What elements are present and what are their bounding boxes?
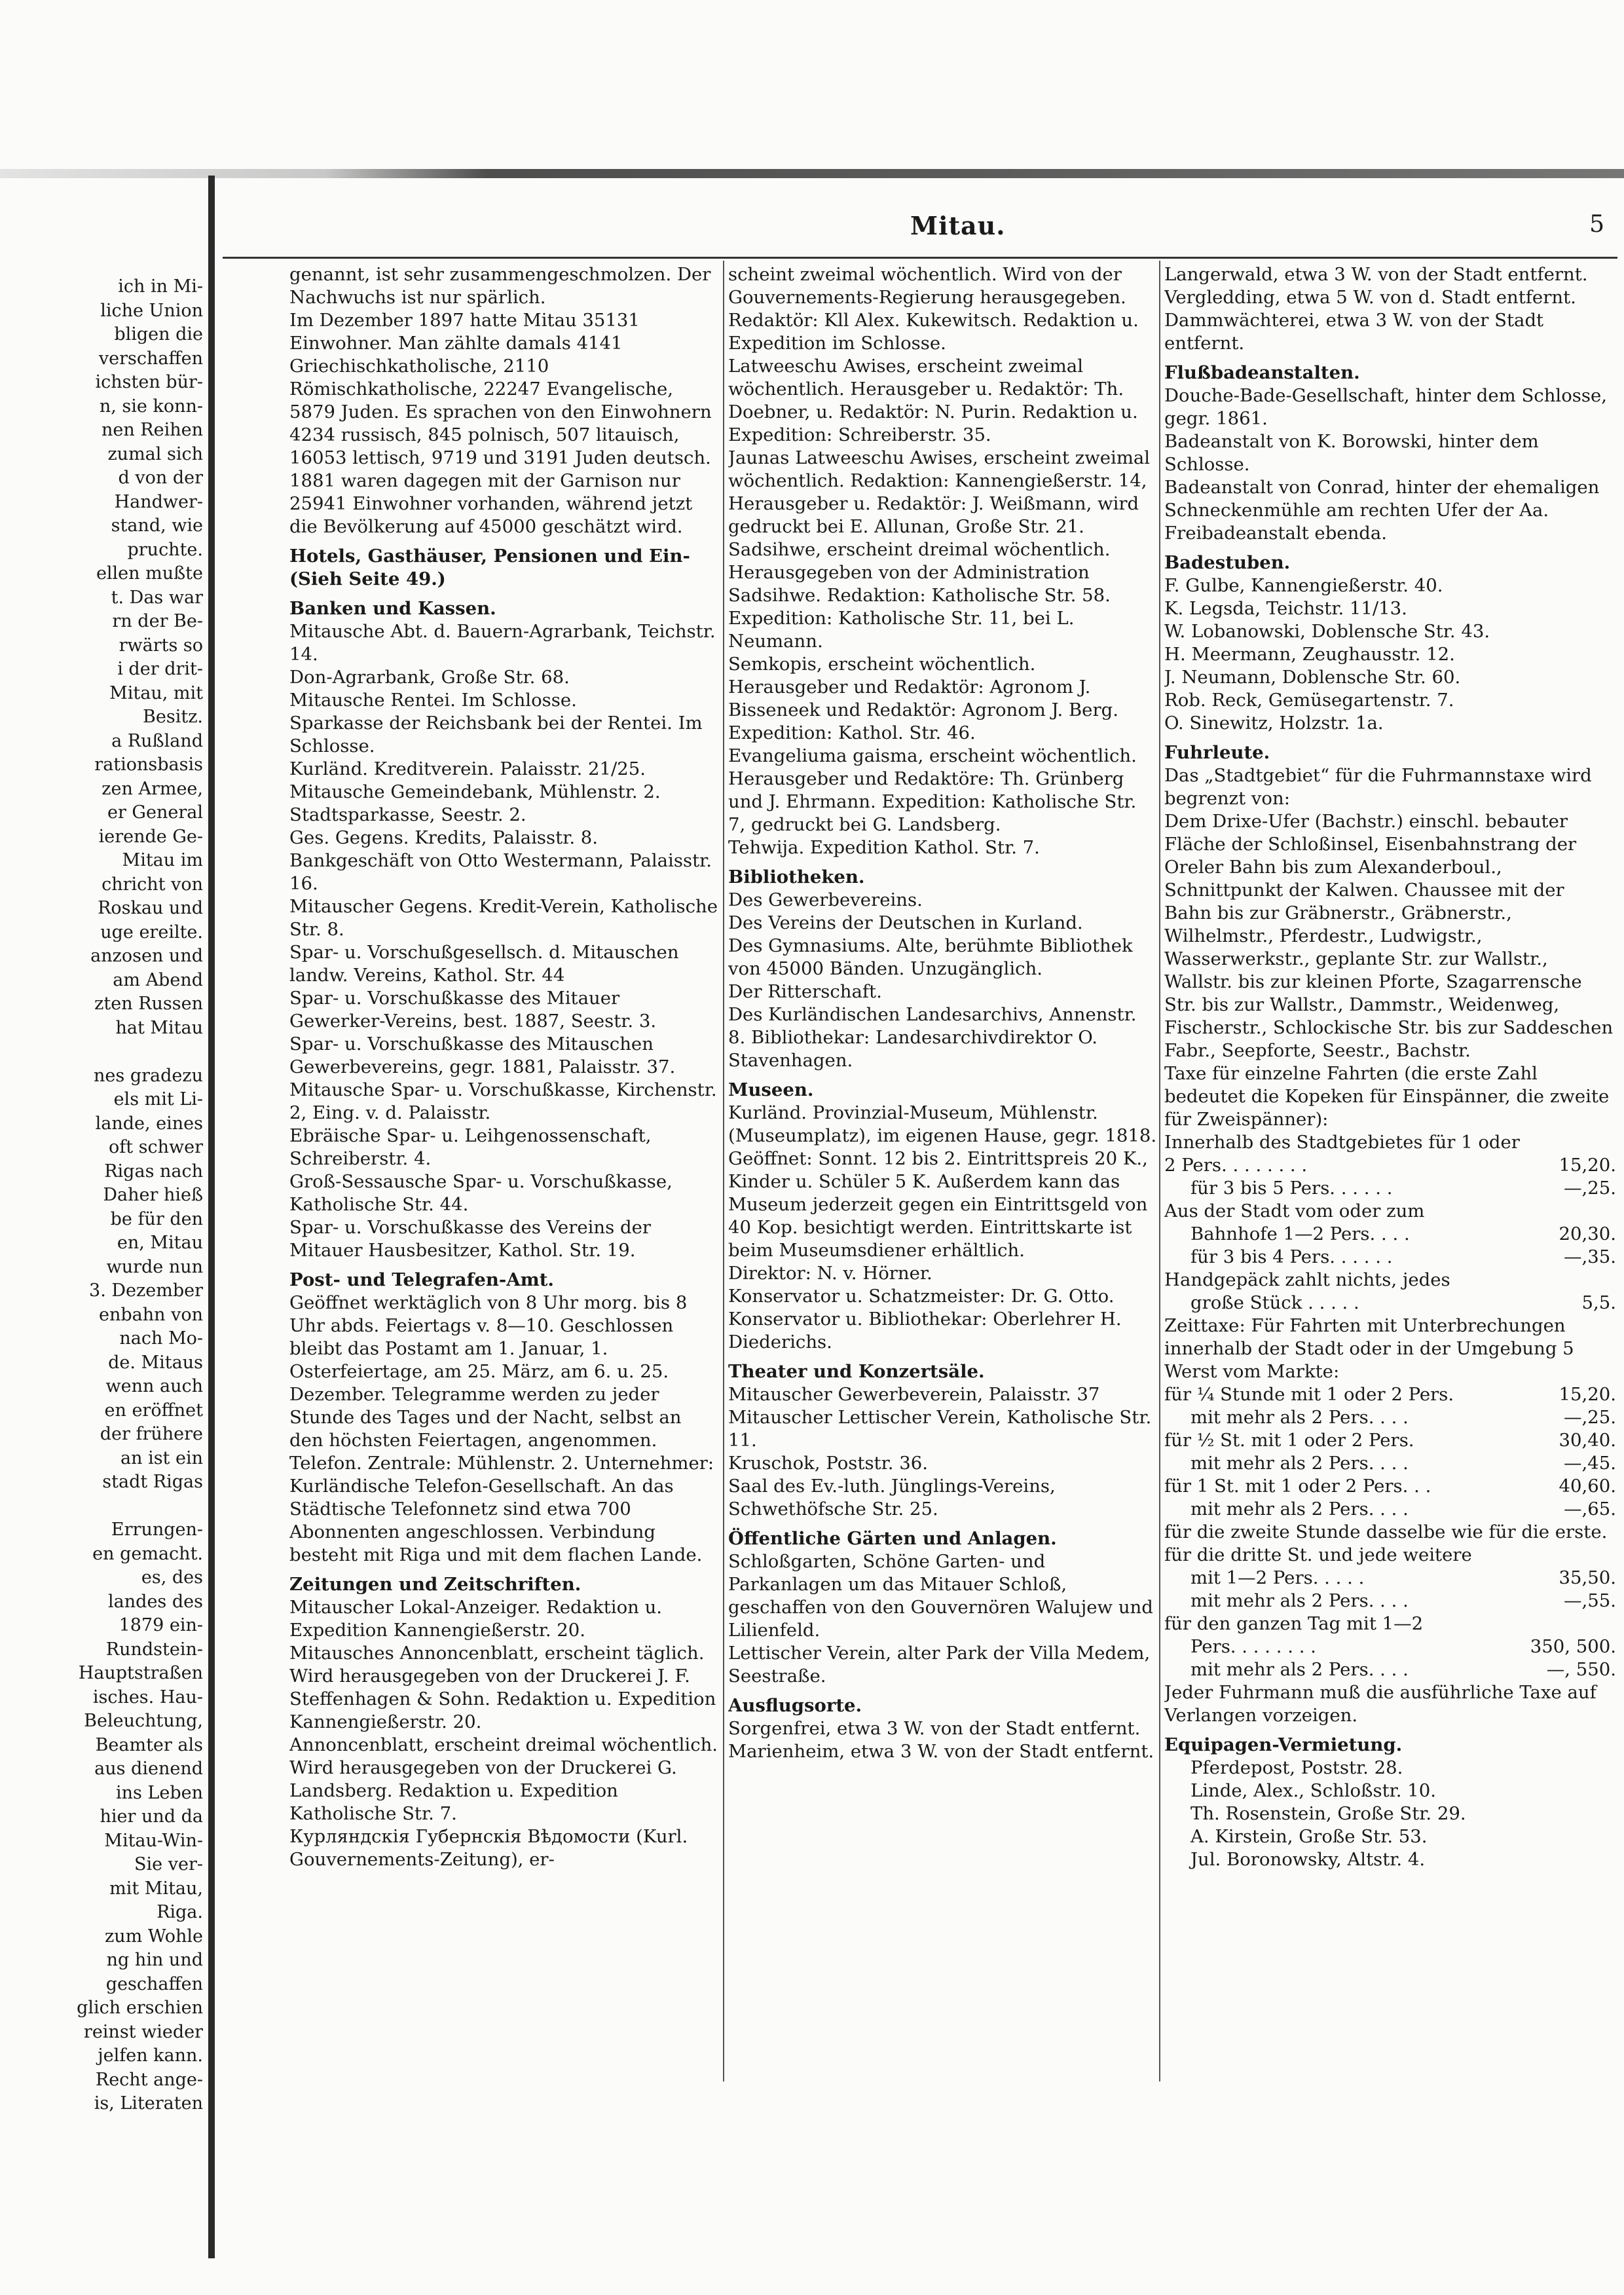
entry: Mitausche Abt. d. Bauern-Agrarbank, Teichstr. 14.: [289, 621, 716, 665]
margin-fragment: an ist ein: [120, 1447, 203, 1468]
section-heading: Theater und Konzertsäle.: [728, 1361, 985, 1382]
margin-fragment: be für den: [110, 1208, 203, 1229]
section-heading: Öffentliche Gärten und Anlagen.: [728, 1528, 1057, 1549]
margin-fragment: Hauptstraßen: [78, 1663, 203, 1683]
entry: Spar- u. Vorschußkasse des Mitauer Gewerker-Vereins, best. 1887, Seestr. 3.: [289, 988, 657, 1032]
margin-fragment: zum Wohle: [105, 1926, 203, 1947]
margin-fragment: nach Mo-: [119, 1328, 203, 1349]
margin-fragment: ng hin und: [106, 1950, 203, 1970]
entry: Jeder Fuhrmann muß die ausführliche Taxe auf Verlangen vorzeigen.: [1164, 1682, 1596, 1726]
fare-label: 2 Pers. . . . . . . .: [1164, 1155, 1308, 1176]
margin-fragment: stadt Rigas: [102, 1472, 203, 1492]
fare-label: für ¼ Stunde mit 1 oder 2 Pers.: [1164, 1384, 1454, 1405]
margin-fragment: Roskau und: [98, 898, 203, 918]
margin-fragment: wurde nun: [106, 1256, 203, 1277]
fare-label: für 3 bis 5 Pers. . . . . .: [1190, 1178, 1393, 1199]
entry: Evangeliuma gaisma, erscheint wöchentlich. Herausgeber und Redaktöre: Th. Grünberg und J. Ehrmann. Expedition: Katholische Str. 7, gedruckt bei G. Landsberg.: [728, 745, 1137, 835]
left-margin-fragments: [39, 275, 203, 2116]
entry: Annoncenblatt, erscheint dreimal wöchentlich. Wird herausgegeben von der Druckerei G. Landsberg. Redaktion u. Expedition Katholische Str. 7.: [289, 1734, 718, 1824]
margin-fragment: aus dienend: [94, 1759, 203, 1779]
entry: W. Lobanowski, Doblensche Str. 43.: [1164, 621, 1490, 642]
fare-label: mit mehr als 2 Pers. . . .: [1190, 1590, 1409, 1611]
fare-value: —,65.: [1564, 1499, 1616, 1520]
entry: [1164, 1177, 1616, 1200]
section-heading: Badestuben.: [1164, 552, 1291, 573]
entry: Sparkasse der Reichsbank bei der Rentei. Im Schlosse.: [289, 713, 703, 756]
entry: [1164, 1475, 1616, 1498]
entry: Des Kurländischen Landesarchivs, Annenstr. 8. Bibliothekar: Landesarchivdirektor O. Stavenhagen.: [728, 1004, 1137, 1071]
entry: Innerhalb des Stadtgebietes für 1 oder: [1164, 1132, 1520, 1153]
margin-fragment: zten Russen: [94, 994, 203, 1014]
entry: Des Gewerbevereins.: [728, 889, 923, 910]
entry: Saal des Ev.-luth. Jünglings-Vereins, Schwethöfsche Str. 25.: [728, 1476, 1056, 1520]
entry: H. Meermann, Zeughausstr. 12.: [1164, 644, 1455, 665]
margin-fragment: Handwer-: [114, 491, 203, 512]
entry: Taxe für einzelne Fahrten (die erste Zahl bedeutet die Kopeken für Einspänner, die zweite für Zweispänner):: [1164, 1063, 1610, 1130]
margin-fragment: ierende Ge-: [98, 826, 203, 847]
page-header: [223, 211, 1604, 244]
entry: Mitauscher Lokal-Anzeiger. Redaktion u. Expedition Kannengießerstr. 20.: [289, 1597, 663, 1641]
entry: Mitausche Spar- u. Vorschußkasse, Kirchenstr. 2, Eing. v. d. Palaisstr.: [289, 1079, 717, 1123]
margin-fragment: landes des: [108, 1591, 203, 1612]
fare-value: 5,5.: [1581, 1292, 1616, 1313]
entry: Telefon. Zentrale: Mühlenstr. 2. Unternehmer: Kurländische Telefon-Gesellschaft. An das Städtische Telefonnetz sind etwa 700 Abonnenten angeschlossen. Verbindung besteht mit Riga und mit dem flachen Lande.: [289, 1453, 714, 1565]
margin-fragment: Beamter als: [95, 1734, 203, 1755]
entry: Douche-Bade-Gesellschaft, hinter dem Schlosse, gegr. 1861.: [1164, 385, 1607, 429]
margin-fragment: t. Das war: [111, 587, 203, 608]
entry: Semkopis, erscheint wöchentlich. Herausgeber und Redaktör: Agronom J. Bisseneek und Redaktör: Agronom J. Berg. Expedition: Kathol. Str. 46.: [728, 654, 1118, 743]
entry: Handgepäck zahlt nichts, jedes: [1164, 1269, 1450, 1290]
entry: Aus der Stadt vom oder zum: [1164, 1201, 1425, 1222]
entry: Jul. Boronowsky, Altstr. 4.: [1190, 1849, 1426, 1870]
margin-fragment: liche Union: [100, 300, 203, 321]
fare-label: für ½ St. mit 1 oder 2 Pers.: [1164, 1430, 1414, 1451]
entry: Ges. Gegens. Kredits, Palaisstr. 8.: [289, 827, 599, 848]
margin-fragment: rn der Be-: [112, 611, 203, 631]
entry: Dammwächterei, etwa 3 W. von der Stadt entfernt.: [1164, 310, 1544, 354]
entry: Direktor: N. v. Hörner.: [728, 1263, 932, 1284]
entry: Don-Agrarbank, Große Str. 68.: [289, 667, 570, 688]
entry: Kruschok, Poststr. 36.: [728, 1453, 928, 1474]
margin-fragment: pruchte.: [127, 539, 203, 560]
page-number: 5: [1589, 211, 1604, 238]
fare-value: 40,60.: [1559, 1476, 1616, 1497]
margin-fragment: rationsbasis: [94, 755, 203, 775]
entry: [1164, 1452, 1616, 1475]
entry: Im Dezember 1897 hatte Mitau 35131 Einwohner. Man zählte damals 4141 Griechischkatholische, 2110 Römischkatholische, 22247 Evangelische, 5879 Juden. Es sprachen von den Einwohnern 4234 russisch, 845 polnisch, 507 litauisch, 16053 lettisch, 9719 und 3191 Juden deutsch. 1881 waren dagegen mit der Garnison nur 25941 Einwohner vorhanden, während jetzt die Bevölkerung auf 45000 geschätzt wird.: [289, 310, 712, 537]
entry: Badeanstalt von Conrad, hinter der ehemaligen Schneckenmühle am rechten Ufer der Aa.: [1164, 477, 1600, 521]
margin-fragment: Sie ver-: [134, 1854, 203, 1875]
margin-fragment: verschaffen: [98, 348, 203, 369]
entry: Der Ritterschaft.: [728, 981, 882, 1002]
fare-label: mit mehr als 2 Pers. . . .: [1190, 1499, 1409, 1520]
margin-fragment: isches. Hau-: [92, 1687, 203, 1707]
entry: Kurländ. Kreditverein. Palaisstr. 21/25.: [289, 758, 646, 779]
margin-fragment: en eröffnet: [104, 1400, 203, 1421]
fare-value: 20,30.: [1559, 1223, 1616, 1244]
margin-fragment: glich erschien: [77, 1998, 203, 2018]
entry: Sorgenfrei, etwa 3 W. von der Stadt entfernt.: [728, 1718, 1141, 1739]
margin-fragment: mit Mitau,: [109, 1878, 203, 1899]
entry: Des Vereins der Deutschen in Kurland.: [728, 912, 1083, 933]
margin-fragment: ich in Mi-: [118, 276, 203, 297]
fare-value: —, 550.: [1546, 1659, 1616, 1680]
section-heading: Museen.: [728, 1079, 814, 1100]
margin-fragment: d von der: [118, 468, 203, 488]
entry: Freibadeanstalt ebenda.: [1164, 523, 1388, 544]
fare-value: —,25.: [1564, 1178, 1616, 1199]
entry: F. Gulbe, Kannengießerstr. 40.: [1164, 575, 1443, 596]
margin-fragment: enbahn von: [98, 1304, 203, 1325]
margin-fragment: hier und da: [100, 1806, 203, 1827]
entry: Mitauscher Gewerbeverein, Palaisstr. 37: [728, 1384, 1100, 1405]
entry: Linde, Alex., Schloßstr. 10.: [1190, 1780, 1436, 1801]
entry: [1164, 1658, 1616, 1681]
fare-label: mit mehr als 2 Pers. . . .: [1190, 1659, 1409, 1680]
entry: Mitausche Rentei. Im Schlosse.: [289, 690, 577, 711]
margin-fragment: chricht von: [101, 874, 203, 895]
entry: [1164, 1223, 1616, 1246]
entry: Marienheim, etwa 3 W. von der Stadt entfernt.: [728, 1741, 1154, 1762]
entry: K. Legsda, Teichstr. 11/13.: [1164, 598, 1407, 619]
margin-fragment: Recht ange-: [95, 2069, 203, 2090]
margin-fragment: Besitz.: [143, 707, 203, 727]
fare-value: —,45.: [1564, 1453, 1616, 1474]
entry: Konservator u. Bibliothekar: Oberlehrer H. Diederichs.: [728, 1309, 1122, 1353]
margin-fragment: a Rußland: [111, 730, 203, 751]
entry: für die zweite Stunde dasselbe wie für die erste.: [1164, 1521, 1608, 1542]
entry: Spar- u. Vorschußgesellsch. d. Mitauschen landw. Vereins, Kathol. Str. 44: [289, 942, 679, 986]
entry: genannt, ist sehr zusammengeschmolzen. Der Nachwuchs ist nur spärlich.: [289, 264, 711, 308]
margin-fragment: stand, wie: [111, 515, 203, 536]
margin-fragment: nen Reihen: [101, 420, 203, 440]
entry: [1164, 1383, 1616, 1406]
margin-fragment: er General: [107, 802, 203, 823]
entry: Jaunas Latweeschu Awises, erscheint zweimal wöchentlich. Redaktion: Kannengießerstr. 14, Herausgeber u. Redaktör: J. Weißmann, wird gedruckt bei E. Allunan, Große Str. 21.: [728, 447, 1151, 537]
margin-fragment: uge ereilte.: [100, 922, 203, 942]
entry: Kurländ. Provinzial-Museum, Mühlenstr. (Museumplatz), im eigenen Hause, gegr. 1818. Geöffnet: Sonnt. 12 bis 2. Eintrittspreis 20 K., Kinder u. Schüler 5 K. Außerdem kann das Museum jederzeit gegen ein Eintrittsgeld von 40 Kop. besichtigt werden. Eintrittskarte ist beim Museumsdiener erhältlich.: [728, 1102, 1157, 1261]
entry: [1164, 1154, 1616, 1177]
entry: Geöffnet werktäglich von 8 Uhr morg. bis 8 Uhr abds. Feiertags v. 8—10. Geschlossen bleibt das Postamt am 1. Januar, 1. Osterfeiertage, am 25. März, am 6. u. 25. Dezember. Telegramme werden zu jeder Stunde des Tages und der Nacht, selbst an den höchsten Feiertagen, angenommen.: [289, 1292, 688, 1451]
margin-fragment: zumal sich: [107, 443, 203, 464]
entry: Ebräische Spar- u. Leihgenossenschaft, Schreiberstr. 4.: [289, 1125, 652, 1169]
header-rule: [223, 257, 1617, 259]
margin-fragment: els mit Li-: [113, 1089, 203, 1110]
entry: Badeanstalt von K. Borowski, hinter dem Schlosse.: [1164, 431, 1539, 475]
margin-fragment: Rigas nach: [104, 1161, 203, 1182]
section-heading: Bibliotheken.: [728, 867, 865, 887]
entry: Курляндскія Губернскія Вѣдомости (Kurl. Gouvernements-Zeitung), er-: [289, 1826, 688, 1870]
entry: [1164, 1406, 1616, 1429]
fare-value: 30,40.: [1559, 1430, 1616, 1451]
margin-fragment: hat Mitau: [115, 1017, 203, 1038]
entry: Konservator u. Schatzmeister: Dr. G. Otto.: [728, 1286, 1115, 1307]
column-divider: [1159, 261, 1160, 2081]
margin-fragment: Riga.: [157, 1902, 203, 1922]
fare-value: 15,20.: [1559, 1384, 1616, 1405]
entry: Mitauscher Gegens. Kredit-Verein, Katholische Str. 8.: [289, 896, 718, 940]
margin-fragment: geschaffen: [105, 1973, 203, 1994]
margin-fragment: Errungen-: [111, 1520, 203, 1540]
section-heading: Zeitungen und Zeitschriften.: [289, 1574, 581, 1595]
fare-value: 35,50.: [1559, 1567, 1616, 1588]
column-3: [1164, 263, 1616, 1871]
fare-value: —,55.: [1564, 1590, 1616, 1611]
fare-value: 350, 500.: [1530, 1636, 1616, 1657]
entry: Sadsihwe, erscheint dreimal wöchentlich. Herausgegeben von der Administration Sadsihwe. Redaktion: Katholische Str. 58. Expedition: Katholische Str. 11, bei L. Neumann.: [728, 539, 1111, 652]
section-heading: Fuhrleute.: [1164, 742, 1270, 763]
section-heading: Post- und Telegrafen-Amt.: [289, 1269, 554, 1290]
entry: [1164, 1498, 1616, 1521]
margin-fragment: [39, 1040, 203, 1064]
entry: Latweeschu Awises, erscheint zweimal wöchentlich. Herausgeber u. Redaktör: Th. Doebner, u. Redaktör: N. Purin. Redaktion u. Expedition: Schreiberstr. 35.: [728, 356, 1138, 445]
margin-fragment: Rundstein-: [105, 1639, 203, 1660]
margin-fragment: n, sie konn-: [99, 396, 203, 417]
entry: Vergledding, etwa 5 W. von d. Stadt entfernt.: [1164, 287, 1576, 308]
entry: [1164, 1635, 1616, 1658]
entry: Mitausches Annoncenblatt, erscheint täglich. Wird herausgegeben von der Druckerei J. F. Steffenhagen & Sohn. Redaktion u. Expedition Kannengießerstr. 20.: [289, 1643, 716, 1732]
entry: Das „Stadtgebiet“ für die Fuhrmannstaxe wird begrenzt von:: [1164, 765, 1592, 809]
margin-fragment: rwärts so: [119, 635, 203, 656]
entry: Mitauscher Lettischer Verein, Katholische Str. 11.: [728, 1407, 1152, 1451]
entry: Bankgeschäft von Otto Westermann, Palaisstr. 16.: [289, 850, 712, 894]
margin-fragment: der frühere: [100, 1424, 203, 1444]
fare-value: —,35.: [1564, 1246, 1616, 1267]
fare-label: für 1 St. mit 1 oder 2 Pers. . .: [1164, 1476, 1431, 1497]
column-1: [289, 263, 720, 1871]
entry: [1164, 1429, 1616, 1452]
margin-fragment: is, Literaten: [94, 2093, 203, 2114]
margin-fragment: ellen mußte: [96, 563, 203, 584]
section-heading: Hotels, Gasthäuser, Pensionen und Ein- (Sieh Seite 49.): [289, 546, 690, 589]
entry: J. Neumann, Doblensche Str. 60.: [1164, 667, 1461, 688]
margin-fragment: anzosen und: [90, 946, 203, 966]
margin-fragment: zen Armee,: [101, 778, 203, 799]
margin-fragment: es, des: [141, 1567, 203, 1588]
page-title: Mitau.: [910, 211, 1006, 240]
entry: Stadtsparkasse, Seestr. 2.: [289, 804, 526, 825]
column-2: [728, 263, 1157, 1763]
entry: [1164, 1567, 1616, 1590]
entry: scheint zweimal wöchentlich. Wird von der Gouvernements-Regierung herausgegeben. Redaktör: Kll Alex. Kukewitsch. Redaktion u. Expedition im Schlosse.: [728, 264, 1139, 354]
entry: [1164, 1246, 1616, 1269]
margin-fragment: wenn auch: [105, 1376, 203, 1396]
entry: O. Sinewitz, Holzstr. 1a.: [1164, 713, 1384, 734]
fare-label: mit mehr als 2 Pers. . . .: [1190, 1407, 1409, 1428]
fare-label: Pers. . . . . . . .: [1190, 1636, 1316, 1657]
entry: für den ganzen Tag mit 1—2: [1164, 1613, 1424, 1634]
fare-label: mit 1—2 Pers. . . . .: [1190, 1567, 1365, 1588]
margin-fragment: ins Leben: [115, 1782, 203, 1803]
fare-value: —,25.: [1564, 1407, 1616, 1428]
fare-label: große Stück . . . . .: [1190, 1292, 1359, 1313]
margin-fragment: [39, 1495, 203, 1519]
entry: Langerwald, etwa 3 W. von der Stadt entfernt.: [1164, 264, 1588, 285]
entry: Rob. Reck, Gemüsegartenstr. 7.: [1164, 690, 1454, 711]
margin-fragment: nes gradezu: [94, 1065, 203, 1086]
entry: A. Kirstein, Große Str. 53.: [1190, 1826, 1428, 1847]
entry: Groß-Sessausche Spar- u. Vorschußkasse, Katholische Str. 44.: [289, 1171, 673, 1215]
top-edge-shadow: [0, 169, 1624, 178]
entry: Dem Drixe-Ufer (Bachstr.) einschl. bebauter Fläche der Schloßinsel, Eisenbahnstrang der Oreler Bahn bis zum Alexanderboul., Schnittpunkt der Kalwen. Chaussee mit der Bahn bis zur Gräbnerstr., Gräbnerstr., Wilhelmstr., Pferdestr., Ludwigstr., Wasserwerkstr., geplante Str. zur Wallstr., Wallstr. bis zur kleinen Pforte, Szagarrensche Str. bis zur Wallstr., Dammstr., Weidenweg, Fischerstr., Schlockische Str. bis zur Saddeschen Fabr., Seepforte, Seestr., Bachstr.: [1164, 811, 1614, 1061]
entry: Des Gymnasiums. Alte, berühmte Bibliothek von 45000 Bänden. Unzugänglich.: [728, 935, 1133, 979]
entry: Mitausche Gemeindebank, Mühlenstr. 2.: [289, 781, 661, 802]
margin-fragment: 3. Dezember: [89, 1280, 203, 1301]
fare-label: mit mehr als 2 Pers. . . .: [1190, 1453, 1409, 1474]
entry: Zeittaxe: Für Fahrten mit Unterbrechungen innerhalb der Stadt oder in der Umgebung 5 Werst vom Markte:: [1164, 1315, 1574, 1382]
entry: Th. Rosenstein, Große Str. 29.: [1190, 1803, 1466, 1824]
entry: Spar- u. Vorschußkasse des Mitauschen Gewerbevereins, gegr. 1881, Palaisstr. 37.: [289, 1034, 676, 1077]
entry: [1164, 1590, 1616, 1613]
entry: für die dritte St. und jede weitere: [1164, 1544, 1472, 1565]
entry: Tehwija. Expedition Kathol. Str. 7.: [728, 837, 1040, 858]
margin-fragment: de. Mitaus: [108, 1352, 203, 1373]
binding-rule: [208, 176, 215, 2258]
entry: Schloßgarten, Schöne Garten- und Parkanlagen um das Mitauer Schloß, geschaffen von den Gouvernören Walujew und Lilienfeld.: [728, 1551, 1153, 1641]
margin-fragment: reinst wieder: [83, 2021, 203, 2042]
margin-fragment: Daher hieß: [103, 1185, 203, 1205]
margin-fragment: lande, eines: [95, 1113, 203, 1134]
entry: Spar- u. Vorschußkasse des Vereins der Mitauer Hausbesitzer, Kathol. Str. 19.: [289, 1217, 652, 1261]
margin-fragment: 1879 ein-: [119, 1615, 203, 1635]
entry: [1164, 1292, 1616, 1315]
fare-label: für 3 bis 4 Pers. . . . . .: [1190, 1246, 1393, 1267]
fare-value: 15,20.: [1559, 1155, 1616, 1176]
margin-fragment: bligen die: [114, 324, 203, 345]
entry: Pferdepost, Poststr. 28.: [1190, 1757, 1403, 1778]
margin-fragment: Mitau im: [122, 850, 203, 870]
section-heading: Equipagen-Vermietung.: [1164, 1734, 1403, 1755]
margin-fragment: am Abend: [113, 969, 203, 990]
margin-fragment: jelfen kann.: [98, 2045, 203, 2066]
margin-fragment: Beleuchtung,: [84, 1711, 203, 1731]
margin-fragment: Mitau, mit: [109, 682, 203, 703]
margin-fragment: ichsten bür-: [95, 372, 203, 392]
margin-fragment: i der drit-: [117, 659, 203, 679]
section-heading: Banken und Kassen.: [289, 598, 496, 619]
section-heading: Flußbadeanstalten.: [1164, 362, 1360, 383]
section-heading: Ausflugsorte.: [728, 1695, 862, 1716]
margin-fragment: en gemacht.: [92, 1543, 203, 1564]
fare-label: Bahnhofe 1—2 Pers. . . .: [1190, 1223, 1410, 1244]
margin-fragment: Mitau-Win-: [104, 1830, 203, 1851]
column-divider: [723, 261, 724, 2081]
margin-fragment: oft schwer: [108, 1137, 203, 1157]
margin-fragment: en, Mitau: [117, 1233, 203, 1253]
entry: Lettischer Verein, alter Park der Villa Medem, Seestraße.: [728, 1643, 1151, 1687]
